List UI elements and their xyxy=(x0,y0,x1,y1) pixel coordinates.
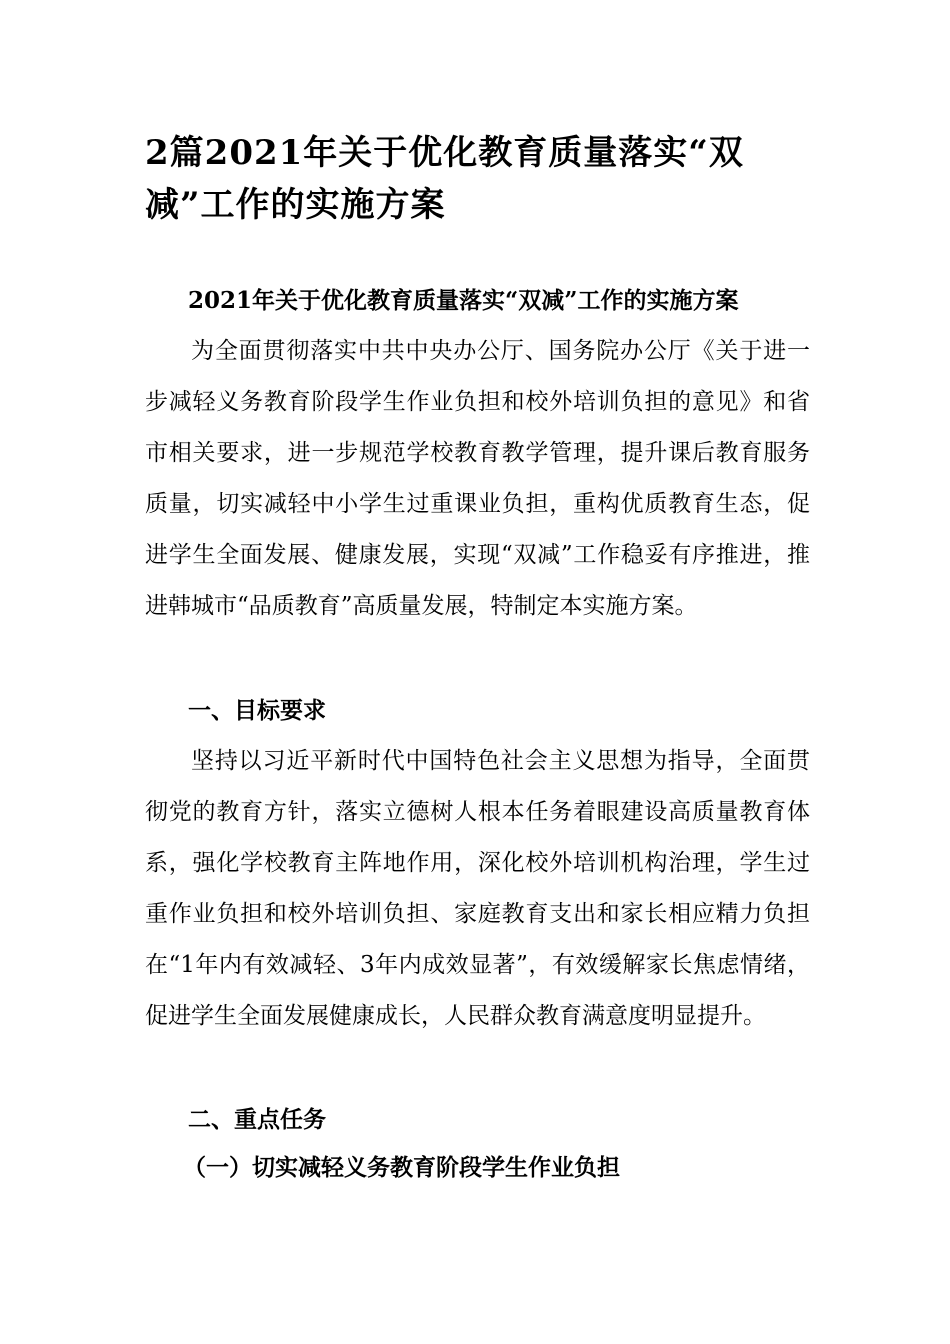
goals-paragraph: 坚持以习近平新时代中国特色社会主义思想为指导，全面贯彻党的教育方针，落实立德树人根本任务着眼建设高质量教育体系，强化学校教育主阵地作用，深化校外培训机构治理，学生过重作业负担和校外培训负担、家庭教育支出和家长相应精力负担在“1年内有效减轻、3年内成效显著”，有效缓解家长焦虑情绪，促进学生全面发展健康成长，人民群众教育满意度明显提升。 xyxy=(145,748,810,1029)
subsection-heading-homework: （一）切实减轻义务教育阶段学生作业负担 xyxy=(183,1154,620,1181)
section-heading-key-tasks: 二、重点任务 xyxy=(188,1106,326,1133)
document-subtitle: 2021年关于优化教育质量落实“双减”工作的实施方案 xyxy=(188,287,739,314)
document-title: 2篇2021年关于优化教育质量落实“双减”工作的实施方案 xyxy=(145,133,744,225)
section-heading-goals: 一、目标要求 xyxy=(188,697,326,724)
intro-paragraph: 为全面贯彻落实中共中央办公厅、国务院办公厅《关于进一步减轻义务教育阶段学生作业负担和校外培训负担的意见》和省市相关要求，进一步规范学校教育教学管理，提升课后教育服务质量，切实减轻中小学生过重课业负担，重构优质教育生态，促进学生全面发展、健康发展，实现“双减”工作稳妥有序推进，推进韩城市“品质教育”高质量发展，特制定本实施方案。 xyxy=(145,338,810,619)
